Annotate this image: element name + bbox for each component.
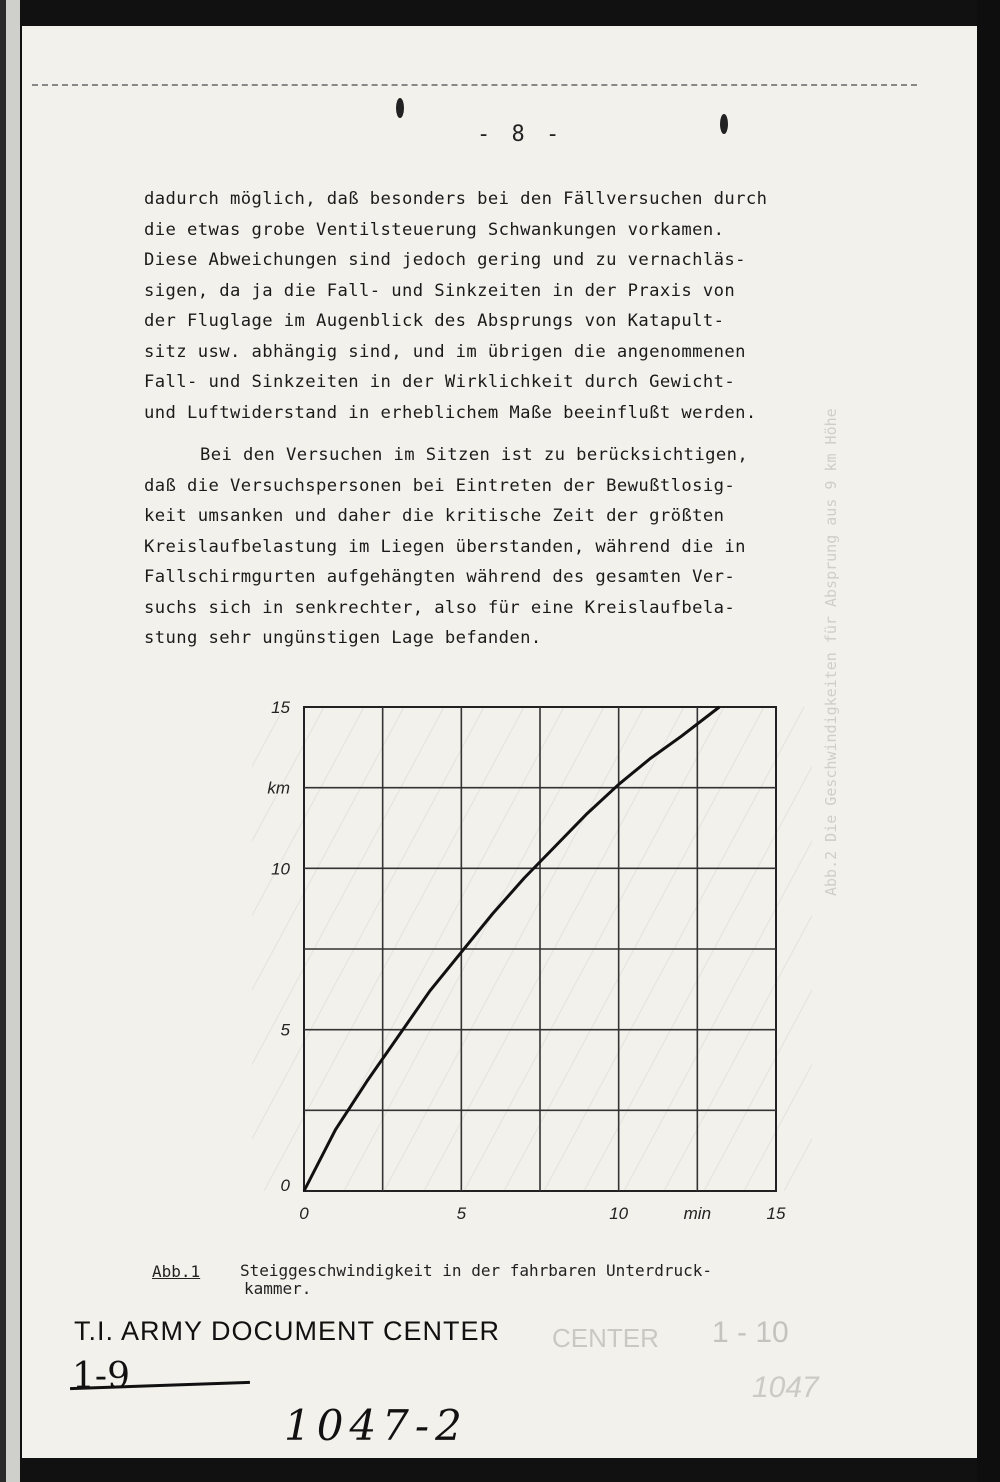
y-tick-label: km [267,778,290,798]
x-tick-label: 0 [299,1204,309,1223]
y-tick-label: 5 [280,1020,290,1040]
climb-rate-chart [252,691,812,1251]
x-tick-label: min [683,1204,712,1223]
handwritten-document-number: 1047-2 [284,1401,468,1450]
text-line: sitz usw. abhängig sind, und im übrigen die angenommenen [144,341,746,362]
text-line: Fallschirmgurten aufgehängten während des gesamten Ver- [144,567,736,587]
page-number: - 8 - [477,122,564,147]
text-line: keit umsanken und daher die kritische Zeit der größten [144,506,725,526]
punch-hole-mark [720,114,728,134]
text-line: und Luftwiderstand in erheblichem Maße beeinflußt werden. [144,402,757,423]
bleed-through-text: Abb.2 Die Geschwindigkeiten für Absprung aus 9 km Höhe [822,408,840,896]
text-line: die etwas grobe Ventilsteuerung Schwankungen vorkamen. [144,219,725,240]
punch-hole-mark [396,98,404,118]
text-line: suchs sich in senkrechter, also für eine Kreislaufbela- [144,597,736,618]
archive-stamp: T.I. ARMY DOCUMENT CENTER [74,1316,501,1346]
text-line: Fall- und Sinkzeiten in der Wirklichkeit durch Gewicht- [144,372,736,392]
y-tick-label: 0 [280,1176,290,1195]
stamp-bleed-through: CENTER [552,1323,659,1353]
scan-right-edge [977,0,1000,1482]
paragraph-2 [144,440,864,654]
y-tick-label: 15 [271,698,290,717]
scan-left-edge [0,0,22,1482]
text-line: Bei den Versuchen im Sitzen ist zu berücksichtigen, [200,445,749,465]
text-line: stung sehr ungünstigen Lage befanden. [144,628,542,648]
x-tick-label: 5 [456,1204,467,1223]
caption-line-2: kammer. [244,1279,312,1298]
handwritten-reference: 1-9 [72,1356,130,1397]
caption-line-1: Steiggeschwindigkeit in der fahrbaren Unterdruck- [240,1261,713,1280]
paragraph-1 [144,184,864,428]
text-line: daß die Versuchspersonen bei Eintreten der Bewußtlosig- [144,475,736,496]
figure-caption [240,1262,712,1298]
number-bleed-through: 1047 [752,1371,819,1404]
text-line: Kreislaufbelastung im Liegen überstanden, während die in [144,536,746,557]
text-line: der Fluglage im Augenblick des Absprungs von Katapult- [144,311,725,331]
figure-label: Abb.1 [152,1262,201,1281]
text-line: Diese Abweichungen sind jedoch gering und zu vernachläs- [144,250,746,270]
x-tick-label: 15 [766,1204,786,1223]
x-tick-label: 10 [609,1204,629,1223]
text-line: dadurch möglich, daß besonders bei den Fällversuchen durch [144,189,768,209]
bleed-hatch-line [784,707,812,1191]
top-dashed-rule [32,84,917,86]
chart-svg [252,691,812,1251]
y-tick-label: 10 [271,859,290,879]
text-line: sigen, da ja die Fall- und Sinkzeiten in der Praxis von [144,280,736,301]
ref-bleed-through: 1 - 10 [712,1316,789,1349]
document-page [22,26,977,1458]
